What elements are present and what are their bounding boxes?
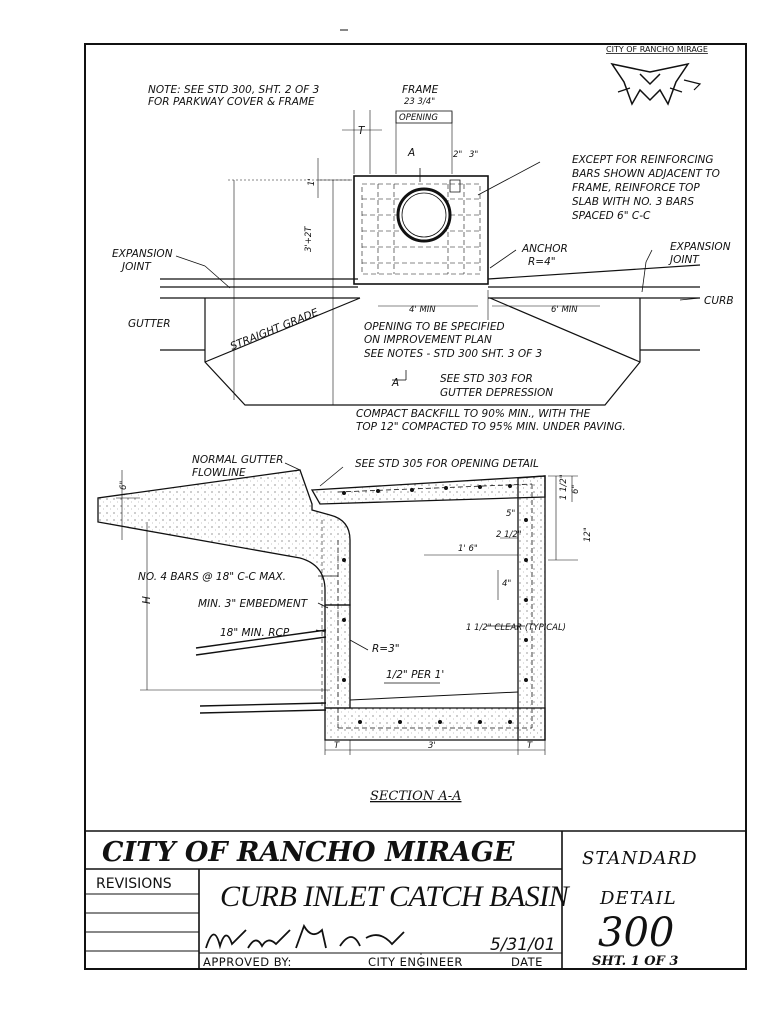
- dim-vertical: 3'+2T: [304, 226, 314, 252]
- expansion-joint-right-1: EXPANSION: [670, 241, 731, 253]
- radius-note: R=3": [372, 643, 400, 655]
- rcp-note: 18" MIN. RCP: [220, 627, 290, 639]
- dim-5-inch: 5": [506, 509, 516, 519]
- engineer-signature: [206, 926, 404, 948]
- dim-1-5-inch: 1 1/2": [559, 474, 569, 500]
- gutter-depression-2: GUTTER DEPRESSION: [440, 387, 554, 399]
- city-engineer-label: CITY ENGINEER: [368, 955, 463, 969]
- dim-2-5-inch: 2 1/2": [496, 530, 522, 540]
- standard-label: STANDARD: [582, 848, 698, 869]
- bars-note: NO. 4 BARS @ 18" C-C MAX.: [138, 571, 286, 583]
- detail-number: 300: [598, 910, 675, 956]
- gutter-depression-1: SEE STD 303 FOR: [440, 373, 533, 385]
- drawing-title: CURB INLET CATCH BASIN: [220, 880, 569, 913]
- approved-by-label: APPROVED BY:: [203, 955, 292, 969]
- expansion-joint-right-2: JOINT: [670, 254, 699, 266]
- dim-4-inch: 4": [502, 579, 512, 589]
- embedment-note: MIN. 3" EMBEDMENT: [198, 598, 308, 610]
- dim-one-foot: 1': [307, 178, 317, 186]
- dim-1-6: 1' 6": [458, 544, 478, 554]
- expansion-joint-left-2: JOINT: [122, 261, 151, 273]
- opening-label: OPENING: [399, 113, 438, 123]
- curb-label: CURB: [704, 295, 734, 307]
- revisions-label: REVISIONS: [96, 876, 172, 892]
- section-title: SECTION A-A: [370, 789, 462, 804]
- except-note-1: EXCEPT FOR REINFORCING: [572, 154, 714, 166]
- anchor-label-1: ANCHOR: [522, 243, 568, 255]
- t-right-label: T: [527, 741, 533, 751]
- opening-detail-note: SEE STD 305 FOR OPENING DETAIL: [355, 458, 539, 470]
- normal-gutter-2: FLOWLINE: [192, 467, 246, 479]
- sheet-number: SHT. 1 OF 3: [592, 954, 679, 969]
- dim-6-inch: 6": [571, 484, 581, 494]
- opening-note-2: ON IMPROVEMENT PLAN: [364, 334, 492, 346]
- t-left-label: T: [334, 741, 340, 751]
- frame-label: FRAME: [402, 84, 439, 96]
- rebar-dots: [342, 484, 528, 724]
- frame-dimension: 23 3/4": [404, 97, 436, 107]
- section-view: [98, 463, 578, 755]
- straight-grade-label: STRAIGHT GRADE: [228, 306, 321, 353]
- except-note-4: SLAB WITH NO. 3 BARS: [572, 196, 695, 208]
- h-label: H: [141, 596, 153, 604]
- six-foot-min: 6' MIN: [551, 305, 578, 315]
- gutter-label: GUTTER: [128, 318, 171, 330]
- date-label: DATE: [511, 955, 543, 969]
- dim-12-inch: 12": [583, 527, 593, 542]
- four-foot-min: 4' MIN: [409, 305, 436, 315]
- city-name: CITY OF RANCHO MIRAGE: [102, 837, 515, 868]
- logo-text: CITY OF RANCHO MIRAGE: [606, 45, 708, 54]
- except-note-2: BARS SHOWN ADJACENT TO: [572, 168, 720, 180]
- section-marker-top: A: [408, 147, 416, 159]
- dim-six-inch-left: 6": [119, 480, 129, 490]
- clear-note: 1 1/2" CLEAR (TYPICAL): [466, 623, 566, 633]
- compact-note-1: COMPACT BACKFILL TO 90% MIN., WITH THE: [356, 408, 591, 420]
- city-logo: [606, 45, 708, 104]
- expansion-joint-left-1: EXPANSION: [112, 248, 173, 260]
- plan-note-line1: NOTE: SEE STD 300, SHT. 2 OF 3: [148, 84, 320, 96]
- normal-gutter-1: NORMAL GUTTER: [192, 454, 284, 466]
- dim-2-inch: 2": [453, 150, 463, 160]
- opening-note-1: OPENING TO BE SPECIFIED: [364, 321, 505, 333]
- plan-note-line2: FOR PARKWAY COVER & FRAME: [148, 96, 315, 108]
- signature-date: 5/31/01: [490, 935, 556, 955]
- plan-t-label: T: [358, 125, 365, 137]
- anchor-label-2: R=4": [528, 256, 556, 268]
- dim-3-inch: 3": [469, 150, 479, 160]
- opening-note-3: SEE NOTES - STD 300 SHT. 3 OF 3: [364, 348, 543, 360]
- three-foot-label: 3': [428, 741, 436, 751]
- except-note-3: FRAME, REINFORCE TOP: [572, 182, 700, 194]
- compact-note-2: TOP 12" COMPACTED TO 95% MIN. UNDER PAVING.: [356, 421, 626, 433]
- slope-note: 1/2" PER 1': [386, 669, 445, 681]
- section-marker-bottom: A: [392, 377, 400, 389]
- except-note-5: SPACED 6" C-C: [572, 210, 651, 222]
- detail-label: DETAIL: [600, 888, 677, 909]
